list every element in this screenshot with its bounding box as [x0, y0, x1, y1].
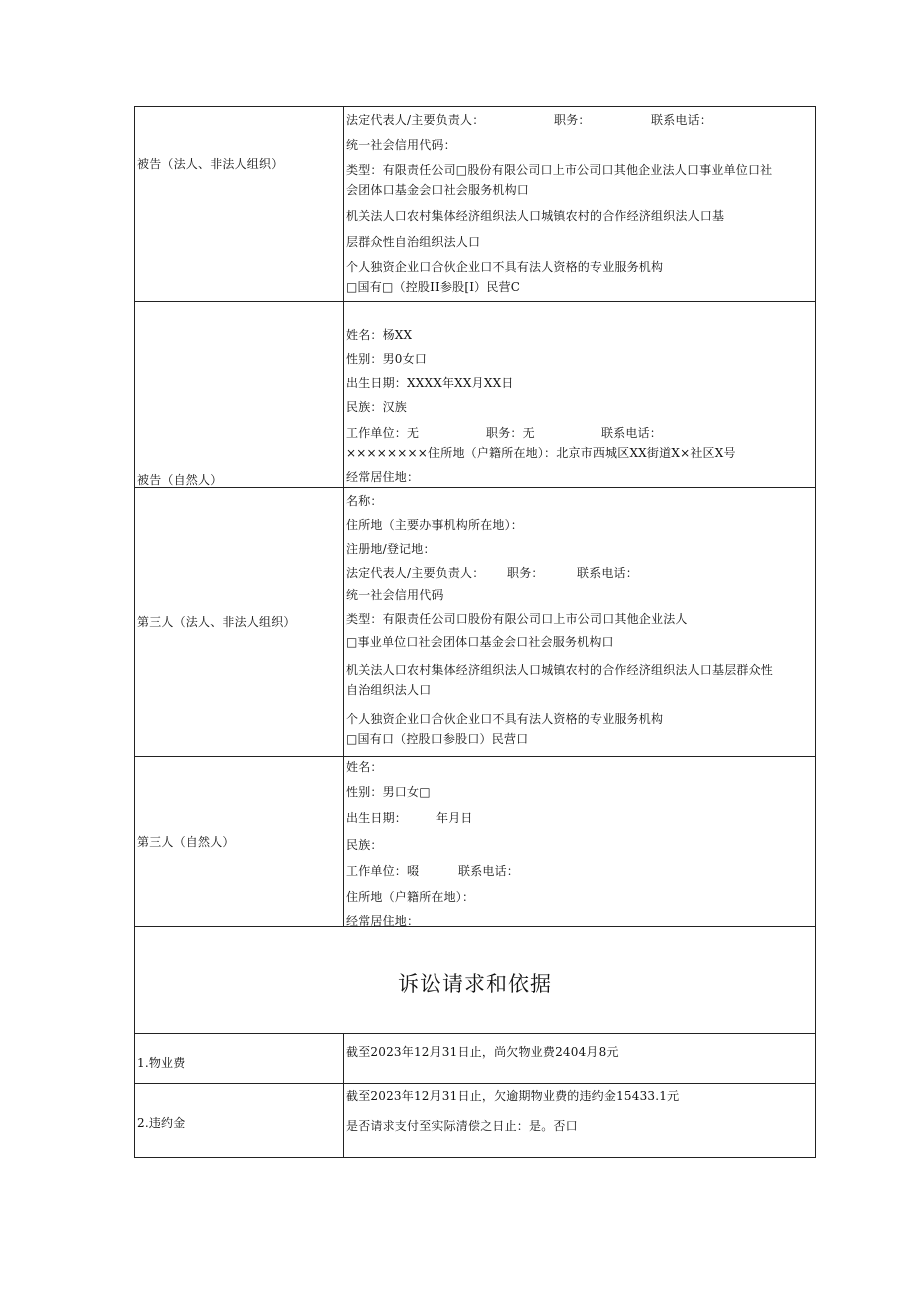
row-divider — [134, 926, 816, 927]
third-party-credit-code: 统一社会信用代码 — [346, 588, 444, 602]
third-party-org-label: 第三人（法人、非法人组织） — [137, 615, 296, 629]
org-type-line: 机关法人口农村集体经济组织法人口城镇农村的合作经济组织法人口基 — [346, 209, 725, 223]
defendant-residence: 经常居住地： — [346, 470, 420, 484]
org-type-line: 会团体口基金会口社会服务机构口 — [346, 183, 530, 197]
defendant-gender: 性别：男0女口 — [346, 352, 428, 366]
third-party-person-label: 第三人（自然人） — [137, 835, 235, 849]
phone-label: 联系电话： — [651, 113, 713, 127]
credit-code-label: 统一社会信用代码： — [346, 138, 456, 152]
row-divider — [134, 756, 816, 757]
third-party-address: 住所地（主要办事机构所在地）： — [346, 518, 524, 532]
third-party-person-residence: 经常居住地： — [346, 914, 420, 926]
row-divider — [134, 301, 816, 302]
enterprise-type-line: 个人独资企业口合伙企业口不具有法人资格的专业服务机构 — [346, 260, 664, 274]
third-party-type-line: □事业单位口社会团体口基金会口社会服务机构口 — [346, 635, 614, 649]
defendant-org-label: 被告（法人、非法人组织） — [137, 157, 284, 171]
third-party-person-ethnicity: 民族： — [346, 838, 383, 852]
third-party-type-line: 自治组织法人口 — [346, 683, 432, 697]
claim-2-question: 是否请求支付至实际清偿之日止：是。否口 — [346, 1119, 578, 1133]
third-party-person-work-unit: 工作单位：啜 — [346, 864, 420, 878]
third-party-type-line: 机关法人口农村集体经济组织法人口城镇农村的合作经济组织法人口基层群众性 — [346, 663, 774, 677]
position-label: 职务： — [554, 113, 591, 127]
defendant-phone: 联系电话： — [601, 426, 663, 440]
org-type-line: 类型：有限责任公司□股份有限公司口上市公司口其他企业法人口事业单位口社 — [346, 163, 773, 177]
claims-section-title: 诉讼请求和依据 — [398, 972, 552, 996]
row-divider — [134, 1083, 816, 1084]
row-divider — [134, 1033, 816, 1034]
claim-1-text: 截至2023年12月31日止，尚欠物业费2404月8元 — [346, 1045, 619, 1059]
third-party-person-birth-label: 出生日期： — [346, 811, 408, 825]
third-party-ownership-line: □国有口（控股口参股口）民营口 — [346, 732, 529, 746]
third-party-enterprise-line: 个人独资企业口合伙企业口不具有法人资格的专业服务机构 — [346, 712, 664, 726]
defendant-birth-date: 出生日期：XXXX年XX月XX日 — [346, 376, 514, 390]
third-party-person-gender: 性别：男口女□ — [346, 785, 431, 799]
third-party-legal-rep: 法定代表人/主要负责人： — [346, 566, 485, 580]
row-divider — [134, 487, 816, 488]
defendant-work-unit: 工作单位：无 — [346, 426, 420, 440]
third-party-person-phone: 联系电话： — [458, 864, 520, 878]
third-party-type-line: 类型：有限责任公司口股份有限公司口上市公司口其他企业法人 — [346, 612, 688, 626]
defendant-person-label: 被告（自然人） — [137, 473, 223, 487]
claim-2-label: 2.违约金 — [137, 1116, 186, 1130]
third-party-name: 名称： — [346, 494, 383, 508]
column-divider — [343, 1033, 344, 1158]
ownership-line: □国有□（控股II参股[I）民营C — [346, 280, 521, 294]
column-divider — [343, 106, 344, 926]
org-type-line: 层群众性自治组织法人口 — [346, 235, 481, 249]
legal-rep-label: 法定代表人/主要负责人： — [346, 113, 485, 127]
claim-1-label: 1.物业费 — [137, 1056, 186, 1070]
third-party-registration: 注册地/登记地： — [346, 542, 436, 556]
third-party-person-name: 姓名： — [346, 760, 383, 774]
defendant-address: ××××××××住所地（户籍所在地）：北京市西城区XX街道X×社区X号 — [346, 446, 736, 460]
third-party-phone: 联系电话： — [577, 566, 639, 580]
defendant-name: 姓名：杨XX — [346, 328, 413, 342]
claim-2-text: 截至2023年12月31日止，欠逾期物业费的违约金15433.1元 — [346, 1089, 680, 1103]
third-party-person-birth-ymd: 年月日 — [436, 811, 473, 825]
defendant-position: 职务：无 — [486, 426, 535, 440]
third-party-person-address: 住所地（户籍所在地）： — [346, 890, 475, 904]
defendant-ethnicity: 民族：汉族 — [346, 400, 408, 414]
third-party-position: 职务： — [507, 566, 544, 580]
